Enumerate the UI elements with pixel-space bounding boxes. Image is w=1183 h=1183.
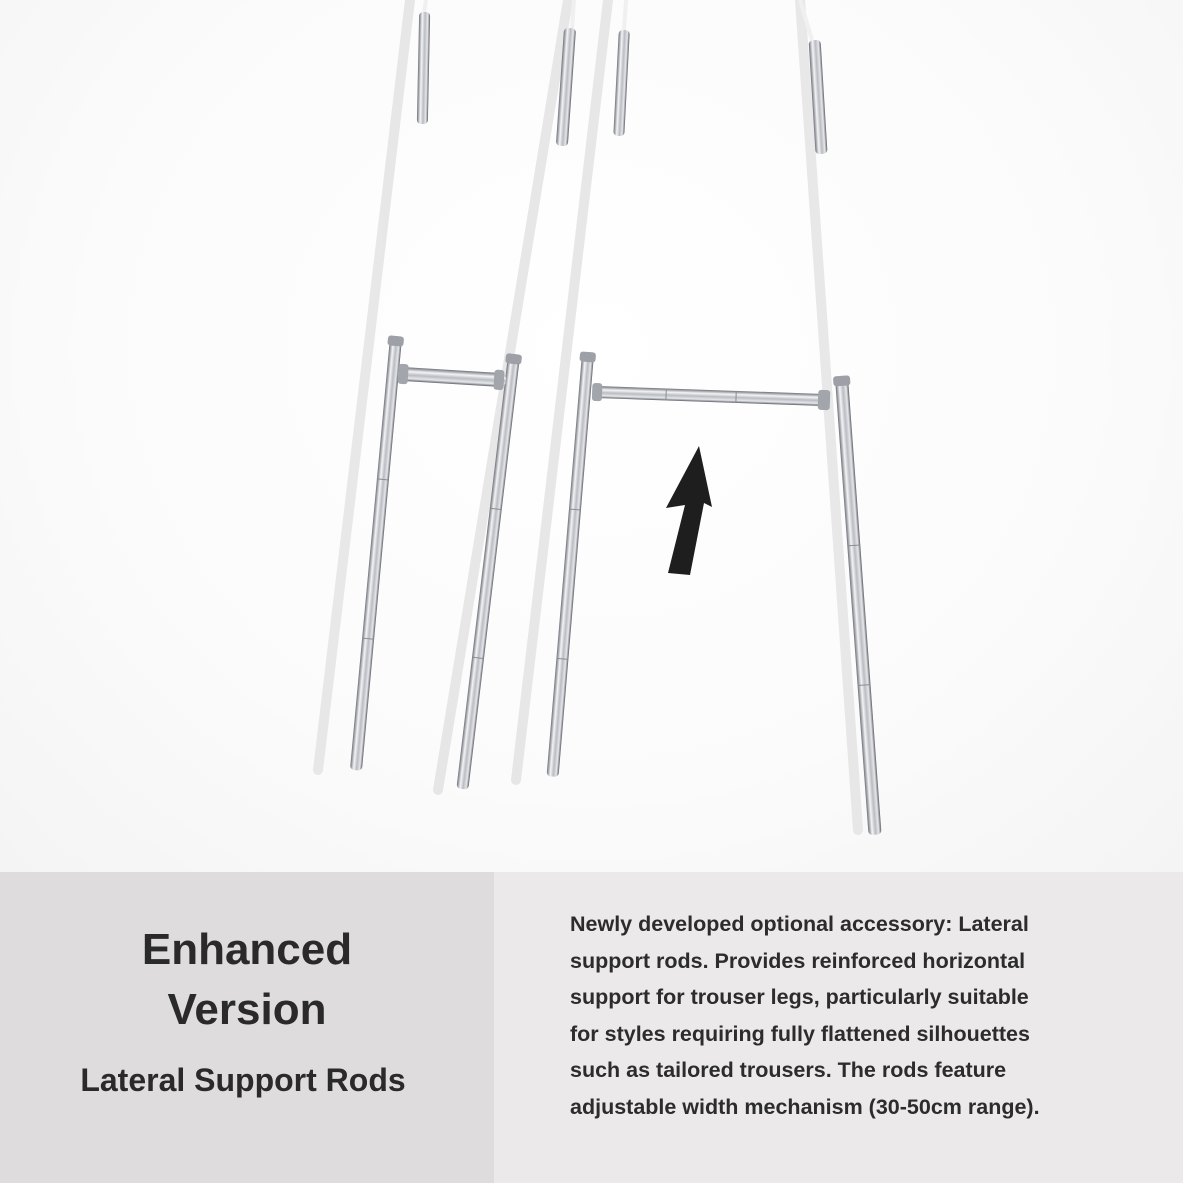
subtitle: Lateral Support Rods (80, 1062, 406, 1098)
up-arrow-icon (666, 446, 712, 575)
description-line: support for trouser legs, particularly suitable (570, 985, 1029, 1009)
description-line: for styles requiring fully flattened silhouettes (570, 1021, 1030, 1046)
title-line-2: Version (167, 985, 327, 1034)
description-line: adjustable width mechanism (30-50cm range). (570, 1094, 1040, 1119)
description-text (570, 906, 1130, 1125)
long-lateral-rod (592, 382, 831, 410)
description-line: such as tailored trousers. The rods feature (570, 1058, 1007, 1082)
title-line-1: Enhanced (141, 925, 353, 974)
top-wires (424, 0, 812, 40)
short-lateral-rod (398, 364, 507, 391)
description-panel (494, 872, 1183, 1183)
description-line: support rods. Provides reinforced horizontal (570, 948, 1026, 973)
title-panel (0, 872, 494, 1183)
description-line: Newly developed optional accessory: Lateral (570, 912, 1029, 936)
left-rod-pair (348, 335, 522, 790)
top-rod-segments (417, 12, 828, 154)
